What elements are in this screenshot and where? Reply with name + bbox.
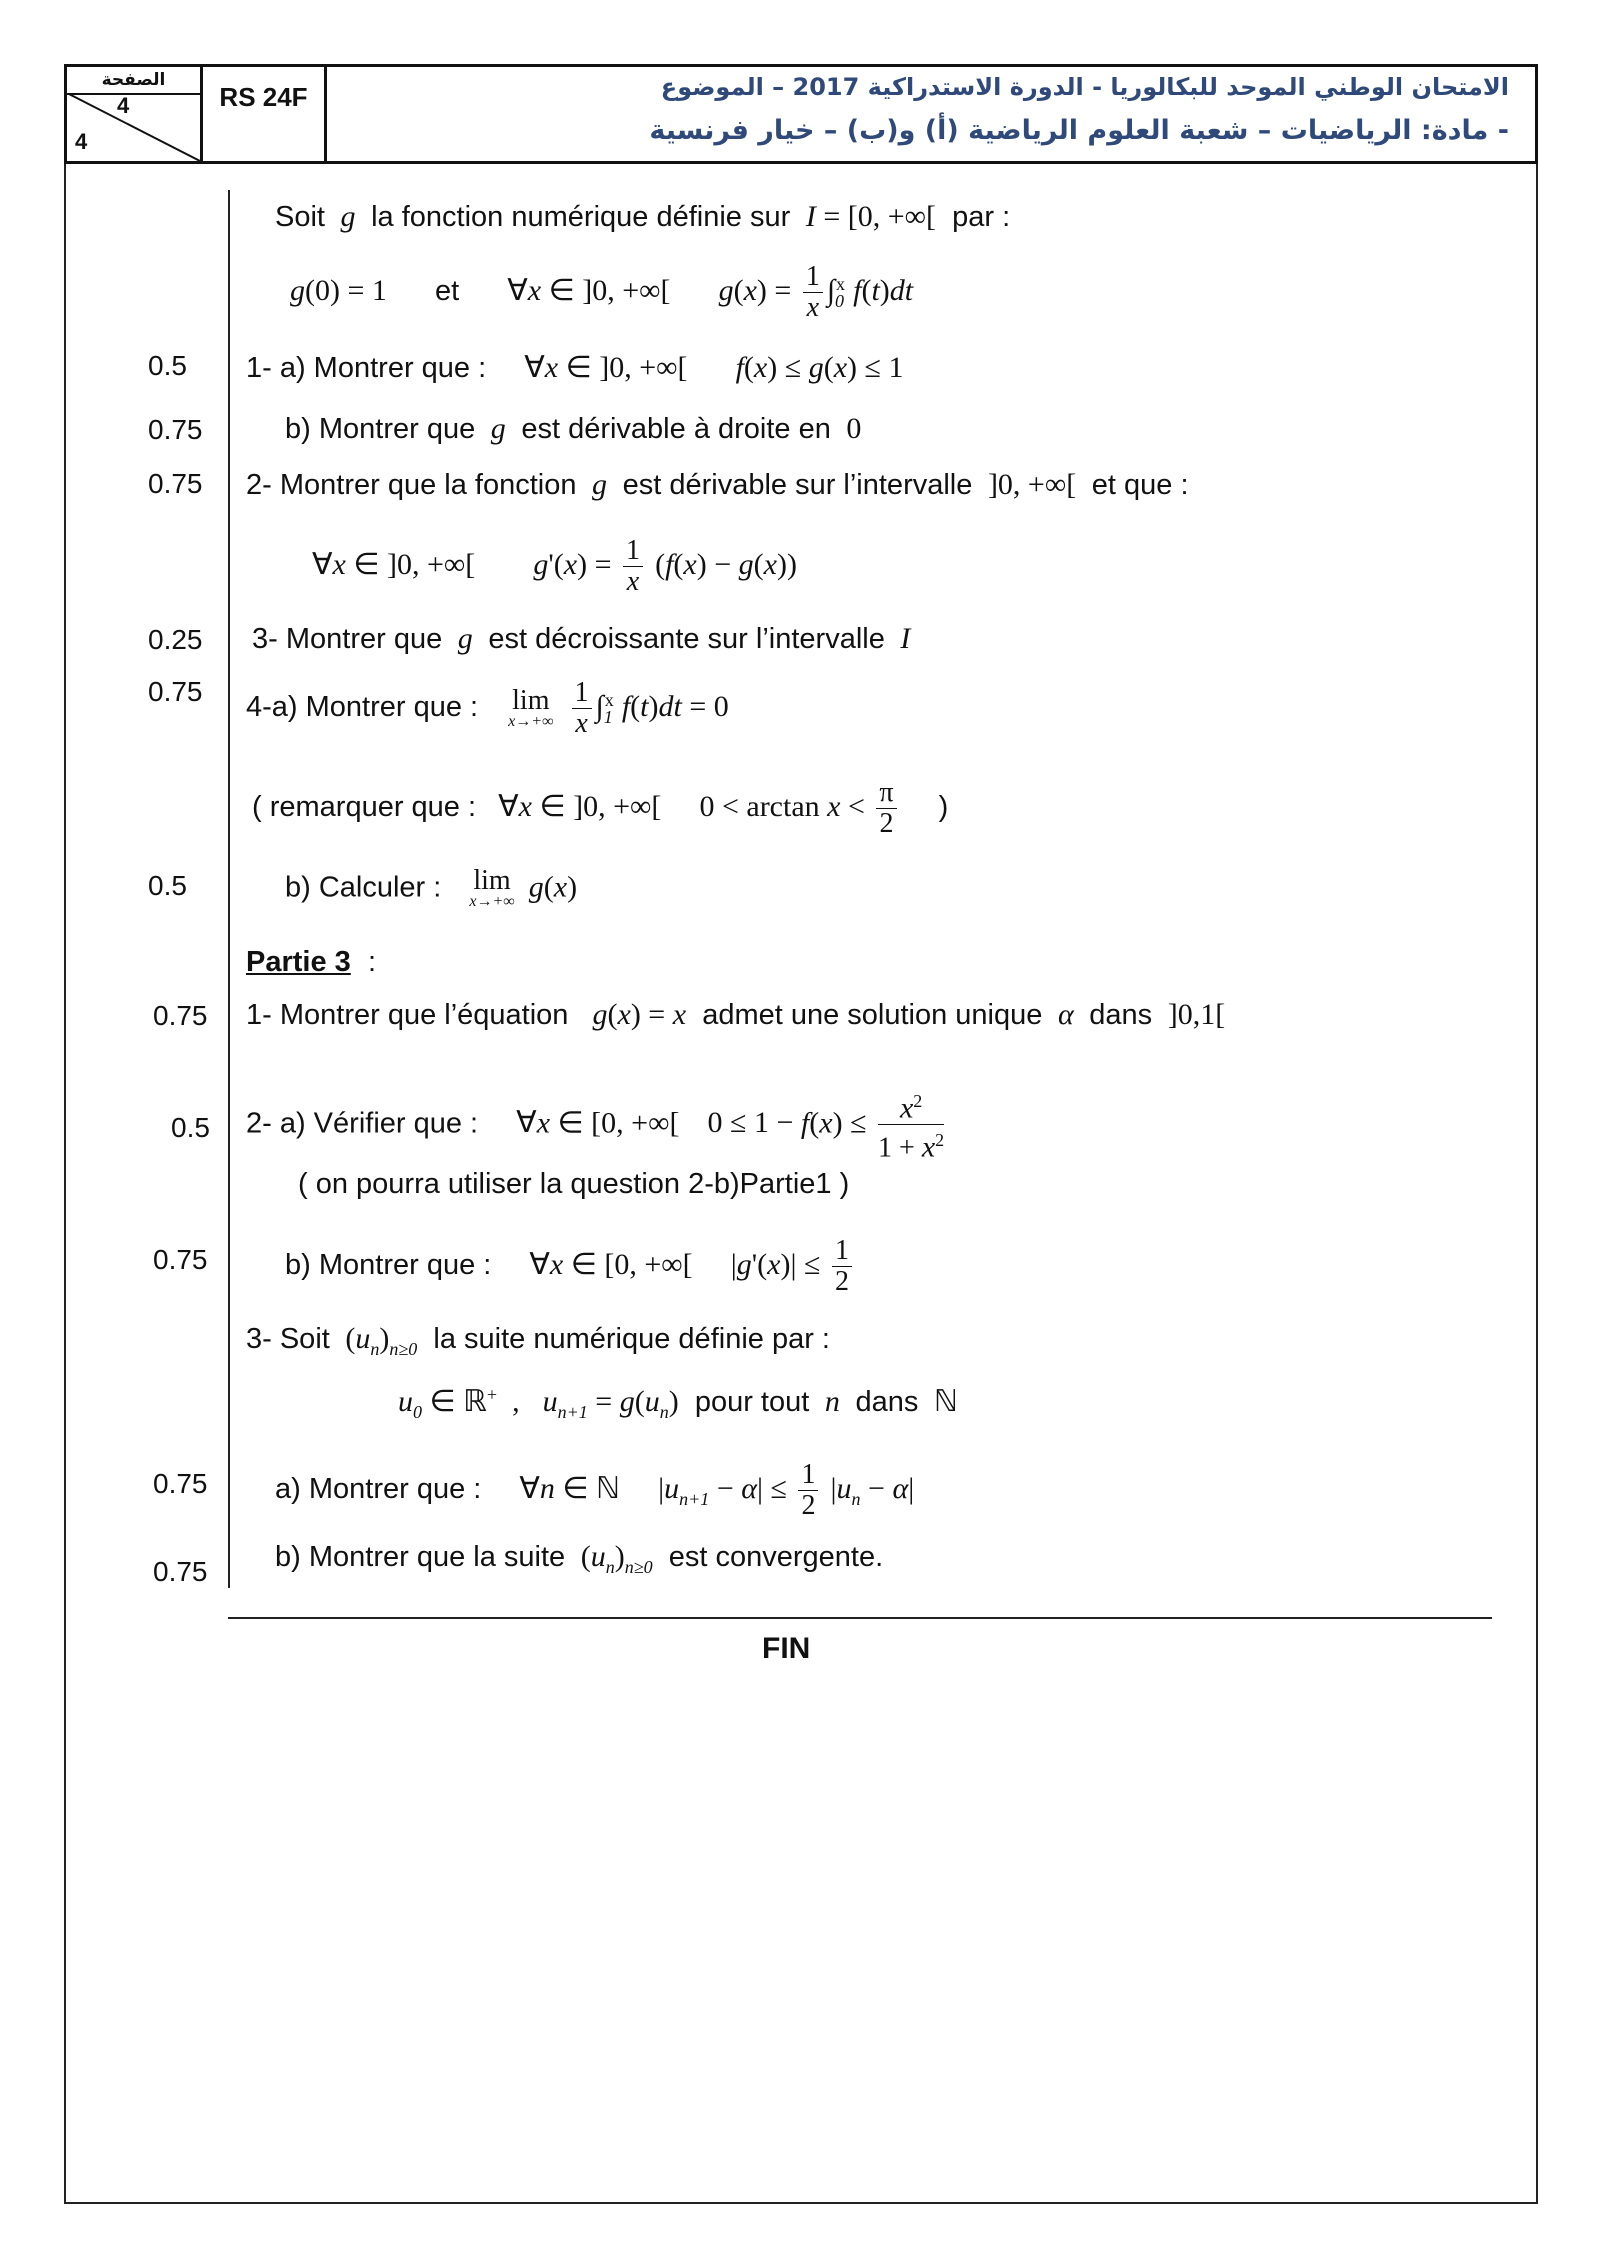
p3-question-3: 3- Soit $(u_n)_{n\ge 0}$ la suite numérique définie par : — [246, 1322, 830, 1359]
question-3: 3- Montrer que g est décroissante sur l’intervalle I — [252, 622, 911, 655]
end-rule — [228, 1617, 1492, 1619]
remark-text: ( remarquer que : — [252, 791, 477, 824]
question-2: 2- Montrer que la fonction g est dérivable sur l’intervalle ]0, +∞[ et que : — [246, 468, 1189, 501]
question-1a: 1- a) Montrer que : ∀x ∈ ]0, +∞[ f(x) ≤ g(x) ≤ 1 — [246, 351, 904, 384]
p3q1-text-a: 1- Montrer que l’équation — [246, 999, 569, 1031]
exam-title-line2: - مادة: الرياضيات – شعبة العلوم الرياضية (أ) و(ب) – خيار فرنسية — [649, 115, 1509, 146]
exam-title — [329, 67, 1535, 161]
points-q2: 0.75 — [148, 468, 203, 499]
section-colon: : — [368, 946, 377, 978]
points-p3q3b: 0.75 — [153, 1556, 208, 1587]
page-total: 4 — [75, 129, 88, 154]
q1b-text-b: est dérivable à droite en — [521, 413, 831, 445]
p3q3-text-d: dans — [855, 1386, 919, 1418]
sequence-definition: $u_0$ ∈ ℝ+ , $u_{n+1} = g(u_n)$ pour tout n dans ℕ — [398, 1384, 958, 1422]
exam-title-line1: الامتحان الوطني الموحد للبكالوريا - الدورة الاستدراكية 2017 – الموضوع — [660, 73, 1509, 101]
question-1b: b) Montrer que g est dérivable à droite en 0 — [285, 412, 862, 445]
p3q1-text-b: admet une solution unique — [702, 999, 1043, 1031]
q4b-text: b) Calculer : — [285, 871, 442, 904]
p3q3b-text-a: b) Montrer que la suite — [275, 1541, 566, 1573]
p3-question-3a: a) Montrer que : ∀n ∈ ℕ $|u_{n+1} - \alpha|$ ≤ $\frac{1}{2}$ $|u_n - \alpha|$ — [275, 1459, 915, 1521]
points-q4a: 0.75 — [148, 676, 203, 707]
intro-line: Soit g la fonction numérique définie sur I = [0, +∞[ par : — [275, 200, 1011, 233]
p3q3-text-b: la suite numérique définie par : — [433, 1323, 830, 1355]
points-q3: 0.25 — [148, 624, 203, 655]
p3q2a-text: 2- a) Vérifier que : — [246, 1107, 479, 1140]
q3-text-a: 3- Montrer que — [252, 623, 443, 655]
points-q4b: 0.5 — [148, 870, 187, 901]
end-marker: FIN — [762, 1632, 811, 1665]
q1a-text: 1- a) Montrer que : — [246, 352, 487, 384]
p3q3b-text-b: est convergente. — [668, 1541, 884, 1573]
points-p3q3a: 0.75 — [153, 1468, 208, 1499]
points-q1b: 0.75 — [148, 414, 203, 445]
p3q1-text-c: dans — [1089, 999, 1153, 1031]
question-4b: b) Calculer : lim x→+∞ g(x) — [285, 865, 578, 910]
question-4a: 4-a) Montrer que : lim x→+∞ $\frac{1}{x}$ $\int_1^x$ f(t)dt = 0 — [246, 677, 729, 739]
derivative-formula: ∀x ∈ ]0, +∞[ g'(x) = $\frac{1}{x}$ (f(x) − g(x)) — [312, 535, 797, 597]
p3-hint: ( on pourra utiliser la question 2-b)Partie1 ) — [298, 1168, 850, 1200]
p3-question-2a: 2- a) Vérifier que : ∀x ∈ [0, +∞[ 0 ≤ 1 − f(x) ≤ $\frac{x^2}{1 + x^2}$ — [246, 1086, 948, 1164]
definition-line: g(0) = 1 et ∀x ∈ ]0, +∞[ g(x) = $\frac{1}{x}$ $\int_0^x$ f(t)dt — [290, 261, 914, 323]
exam-header — [64, 64, 1538, 164]
page-number-cell — [67, 67, 203, 161]
intro-text-c: par : — [952, 201, 1011, 233]
p3-question-1: 1- Montrer que l’équation g(x) = x admet une solution unique α dans ]0,1[ — [246, 998, 1226, 1031]
q4a-text: 4-a) Montrer que : — [246, 691, 479, 724]
points-p3q2b: 0.75 — [153, 1244, 208, 1275]
page-label: الصفحة — [67, 69, 200, 95]
intro-text: Soit — [275, 201, 325, 233]
page-current: 4 — [117, 93, 130, 118]
intro-text-b: la fonction numérique définie sur — [371, 201, 791, 233]
subject-code: RS 24F — [203, 67, 327, 161]
p3q3-text-c: pour tout — [694, 1386, 810, 1418]
p3q2b-text: b) Montrer que : — [285, 1249, 492, 1282]
p3q3a-text: a) Montrer que : — [275, 1473, 482, 1506]
q2-text-b: est dérivable sur l’intervalle — [622, 469, 973, 501]
p3q3-text-a: 3- Soit — [246, 1323, 330, 1355]
q2-text-c: et que : — [1091, 469, 1189, 501]
margin-rule — [228, 190, 230, 1588]
points-p3q2a: 0.5 — [171, 1112, 210, 1143]
p3-question-3b: b) Montrer que la suite $(u_n)_{n\ge 0}$ est convergente. — [275, 1540, 884, 1577]
p3-question-2b: b) Montrer que : ∀x ∈ [0, +∞[ |g'(x)| ≤ $\frac{1}{2}$ — [285, 1236, 856, 1297]
q2-text-a: 2- Montrer que la fonction — [246, 469, 577, 501]
section-title-partie-3: Partie 3 — [246, 946, 351, 978]
points-q1a: 0.5 — [148, 350, 187, 381]
and-text: et — [434, 275, 460, 308]
q3-text-b: est décroissante sur l’intervalle — [488, 623, 885, 655]
remark-line: ( remarquer que : ∀x ∈ ]0, +∞[ 0 < arctan x < $\frac{\pi}{2}$ ) — [252, 777, 949, 839]
q1b-text-a: b) Montrer que — [285, 413, 476, 445]
points-p3q1: 0.75 — [153, 1000, 208, 1031]
